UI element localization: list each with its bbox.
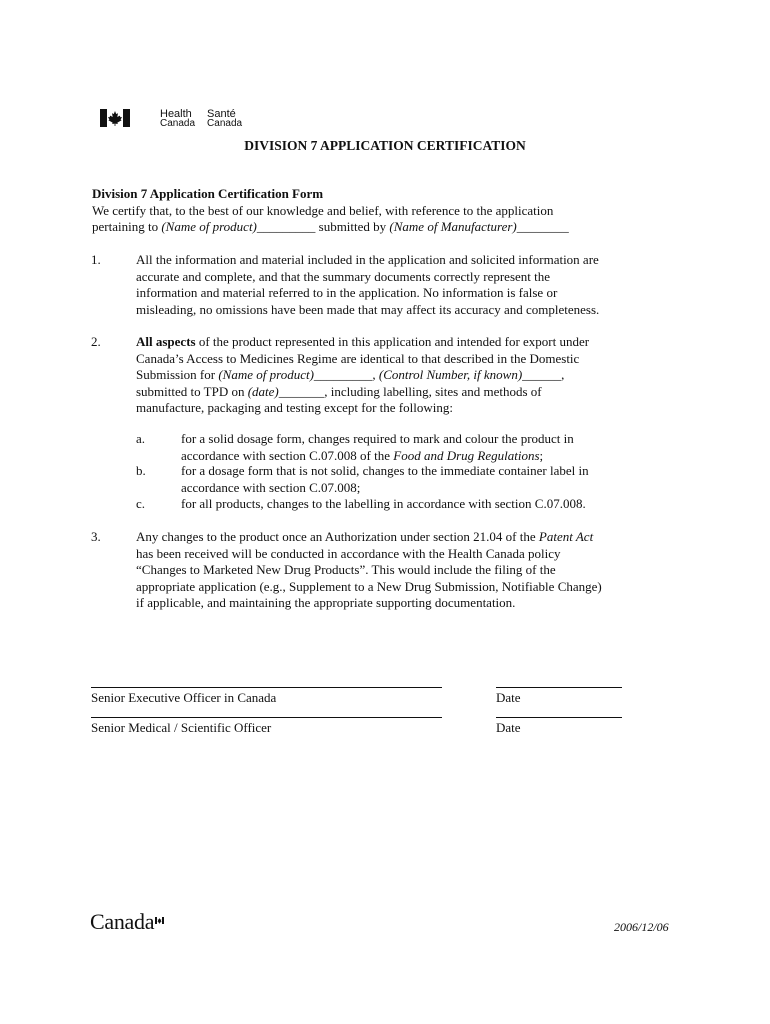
item-1-text: All the information and material included in the application and solicited information are accurate and complete, and that the summary documents correctly represent the information and material referred to in the application. No information is false or misleading, no omissions have been made that may affect its accuracy and completeness. [136,252,600,317]
flag-right-bar [123,109,130,127]
signature-line[interactable] [91,687,442,688]
maple-leaf-icon [107,109,123,127]
item-3-text: Any changes to the product once an Authorization under section 21.04 of the Patent Act has been received will be conducted in accordance with the Health Canada policy “Changes to Marketed New Drug Products”. This would include the filing of the appropriate application (e.g., Supplement to a New Drug Submission, Notifiable Change) if applicable, and maintaining the appropriate supporting documentation. [136,529,602,610]
dept-fr-line2: Canada [207,118,243,129]
dept-name-fr [207,109,242,129]
subitem-a-text: for a solid dosage form, changes required to mark and colour the product in accordance with section C.07.008 of the Food and Drug Regulations; [181,431,574,463]
dept-name-en [160,109,195,129]
subitem-letter: c. [136,496,146,511]
item-number: 2. [91,334,101,349]
dept-fr-line1: Santé [207,108,236,120]
intro-line-1: We certify that, to the best of our knowledge and belief, with reference to the application [92,202,554,218]
document-title: DIVISION 7 APPLICATION CERTIFICATION [244,138,526,153]
item-number: 1. [91,252,101,267]
canada-wordmark [90,910,164,934]
flag-left-bar [100,109,107,127]
health-canada-signature [100,109,242,133]
date-label: Date [496,690,521,705]
date-label: Date [496,720,521,735]
footer-date: 2006/12/06 [614,920,669,934]
subitem-c-text: for all products, changes to the labelling in accordance with section C.07.008. [181,496,586,511]
form-heading: Division 7 Application Certification Form [92,186,324,201]
wordmark-flag-icon [155,912,164,928]
subitem-b-text: for a dosage form that is not solid, changes to the immediate container label in accordance with section C.07.008; [181,463,589,495]
intro-line-2: pertaining to (Name of product)_________ submitted by (Name of Manufacturer)________ [92,219,569,234]
form-intro [92,186,682,236]
signature-role-label: Senior Executive Officer in Canada [91,690,277,705]
signature-line[interactable] [91,717,442,718]
subitem-letter: a. [136,431,146,446]
canada-wordmark-text: Canada [90,909,155,934]
dept-en-line2: Canada [160,118,196,129]
subitem-letter: b. [136,463,146,478]
dept-en-line1: Health [160,108,192,120]
signature-role-label: Senior Medical / Scientific Officer [91,720,272,735]
item-2-text: All aspects of the product represented in this application and intended for export under Canada’s Access to Medicines Regime are identical to that described in the Domestic Submission for (Name of product)_________, (Control Number, if known)______, submitted to TPD on (date)_______, including labelling, sites and methods of manufacture, packaging and testing except for the following: [136,334,590,415]
date-line[interactable] [496,687,622,688]
date-line[interactable] [496,717,622,718]
item-number: 3. [91,529,101,544]
